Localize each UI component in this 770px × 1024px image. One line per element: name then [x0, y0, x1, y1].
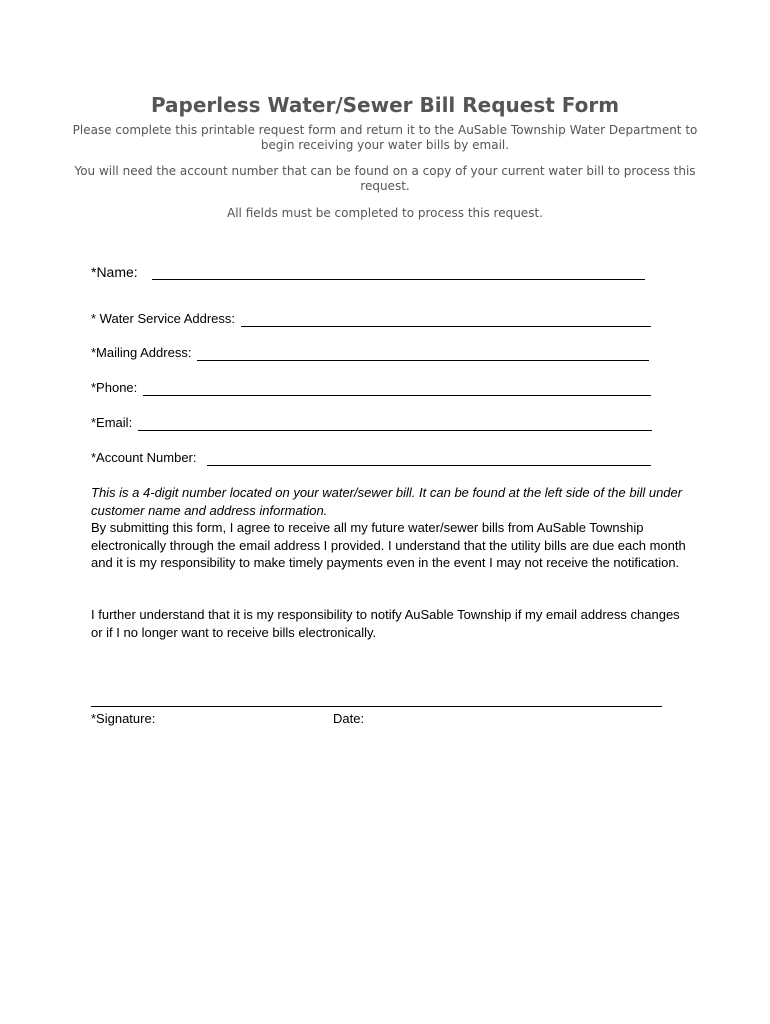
- signature-label: *Signature:: [91, 711, 156, 726]
- account-number-note: This is a 4-digit number located on your water/sewer bill. It can be found at the left side of the bill under customer name and address information.: [91, 485, 683, 518]
- mailing-address-field: [91, 345, 649, 361]
- name-input-line[interactable]: [152, 265, 645, 280]
- agreement-paragraph: By submitting this form, I agree to receive all my future water/sewer bills from AuSable Township electronically through the email address I provided. I understand that the utility bills are due each month and it is my responsibility to make timely payments even in the event I may not receive the notification.: [91, 520, 686, 570]
- phone-field: [91, 380, 651, 396]
- phone-label: *Phone:: [91, 380, 138, 395]
- name-field: [91, 264, 645, 280]
- signature-line[interactable]: [91, 706, 662, 707]
- further-understanding-paragraph: I further understand that it is my responsibility to notify AuSable Township if my email address changes or if I no longer want to receive bills electronically.: [91, 607, 680, 640]
- date-label: Date:: [333, 711, 365, 726]
- email-input-line[interactable]: [138, 416, 652, 431]
- account-number-field: [91, 450, 651, 466]
- intro-account-requirement: You will need the account number that can be found on a copy of your current water bill to process this request.: [74, 164, 696, 193]
- water-service-address-input-line[interactable]: [241, 312, 651, 327]
- water-service-address-label: * Water Service Address:: [91, 311, 236, 326]
- water-service-address-field: [91, 311, 651, 327]
- form-title: Paperless Water/Sewer Bill Request Form: [150, 93, 620, 117]
- phone-input-line[interactable]: [143, 381, 651, 396]
- mailing-address-label: *Mailing Address:: [91, 345, 192, 360]
- mailing-address-input-line[interactable]: [197, 346, 649, 361]
- email-label: *Email:: [91, 415, 133, 430]
- account-number-input-line[interactable]: [207, 451, 652, 466]
- account-number-label: *Account Number:: [91, 450, 197, 465]
- intro-instructions: Please complete this printable request form and return it to the AuSable Township Water Department to begin receiving your water bills by email.: [72, 123, 698, 152]
- intro-all-fields-required: All fields must be completed to process this request.: [227, 206, 543, 220]
- name-label: *Name:: [91, 264, 138, 280]
- email-field: [91, 415, 652, 431]
